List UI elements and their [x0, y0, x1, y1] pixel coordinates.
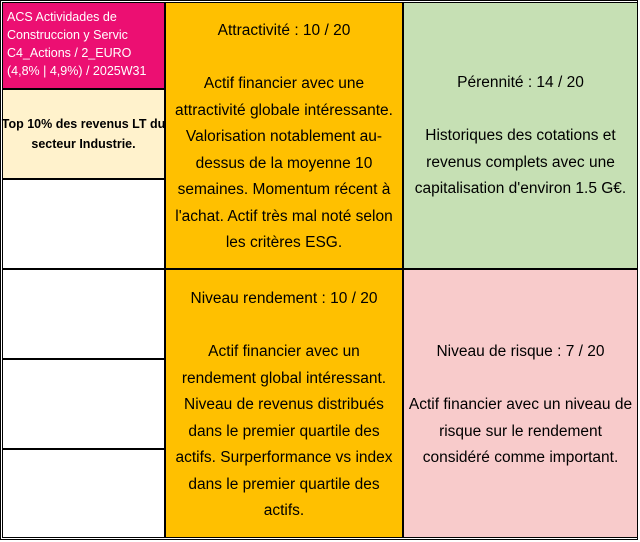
risque-text-line: risque sur le rendement — [439, 422, 602, 440]
risque-block — [403, 269, 638, 538]
risque-text-line: considéré comme important. — [422, 449, 619, 466]
empty-cell — [2, 359, 165, 449]
risque-text-line: Actif financier avec un niveau de — [408, 396, 633, 413]
rendement-text-line: actifs. — [263, 502, 305, 519]
asset-title-cell — [2, 2, 165, 89]
asset-title-line: ACS Actividades de — [7, 10, 117, 24]
rendement-block — [165, 269, 403, 538]
attractivite-text-line: les critères ESG. — [225, 234, 343, 251]
sector-rank-line: Top 10% des revenus LT du — [1, 117, 166, 131]
empty-cell — [2, 179, 165, 269]
empty-cell — [2, 269, 165, 359]
attractivite-text-line: dessus de la moyenne 10 — [195, 154, 373, 172]
risque-heading: Niveau de risque : 7 / 20 — [436, 343, 605, 360]
sector-rank-line: secteur Industrie. — [31, 137, 136, 151]
rendement-text-line: dans le premier quartile des — [188, 475, 380, 493]
rendement-text-line: Actif financier avec un — [208, 343, 360, 360]
rendement-text-line: dans le premier quartile des — [188, 422, 380, 440]
empty-cell — [2, 449, 165, 538]
rendement-heading: Niveau rendement : 10 / 20 — [190, 290, 378, 307]
perennite-text-line: capitalisation d'environ 1.5 G€. — [414, 180, 627, 197]
perennite-block — [403, 2, 638, 269]
perennite-heading: Pérennité : 14 / 20 — [457, 74, 584, 91]
attractivite-text-line: attractivité globale intéressante. — [175, 101, 393, 119]
rendement-text-line: Niveau de revenus distribués — [184, 396, 384, 413]
asset-title-line: C4_Actions / 2_EURO — [7, 46, 132, 60]
asset-title-line: (4,8% | 4,9%) / 2025W31 — [7, 64, 147, 78]
attractivite-block — [165, 2, 403, 269]
attractivite-heading: Attractivité : 10 / 20 — [217, 22, 351, 39]
attractivite-text-line: l'achat. Actif très mal noté selon — [175, 207, 393, 225]
attractivite-text-line: semaines. Momentum récent à — [177, 181, 391, 198]
rendement-text-line: rendement global intéressant. — [181, 369, 387, 387]
sector-rank-cell — [2, 89, 165, 179]
attractivite-text-line: Actif financier avec une — [203, 75, 365, 92]
rendement-text-line: actifs. Surperformance vs index — [175, 449, 393, 466]
attractivite-text-line: Valorisation notablement au- — [185, 128, 383, 145]
perennite-text-line: Historiques des cotations et — [425, 127, 616, 144]
perennite-text-line: revenus complets avec une — [426, 153, 615, 171]
asset-title-line: Construccion y Servic — [7, 28, 128, 42]
